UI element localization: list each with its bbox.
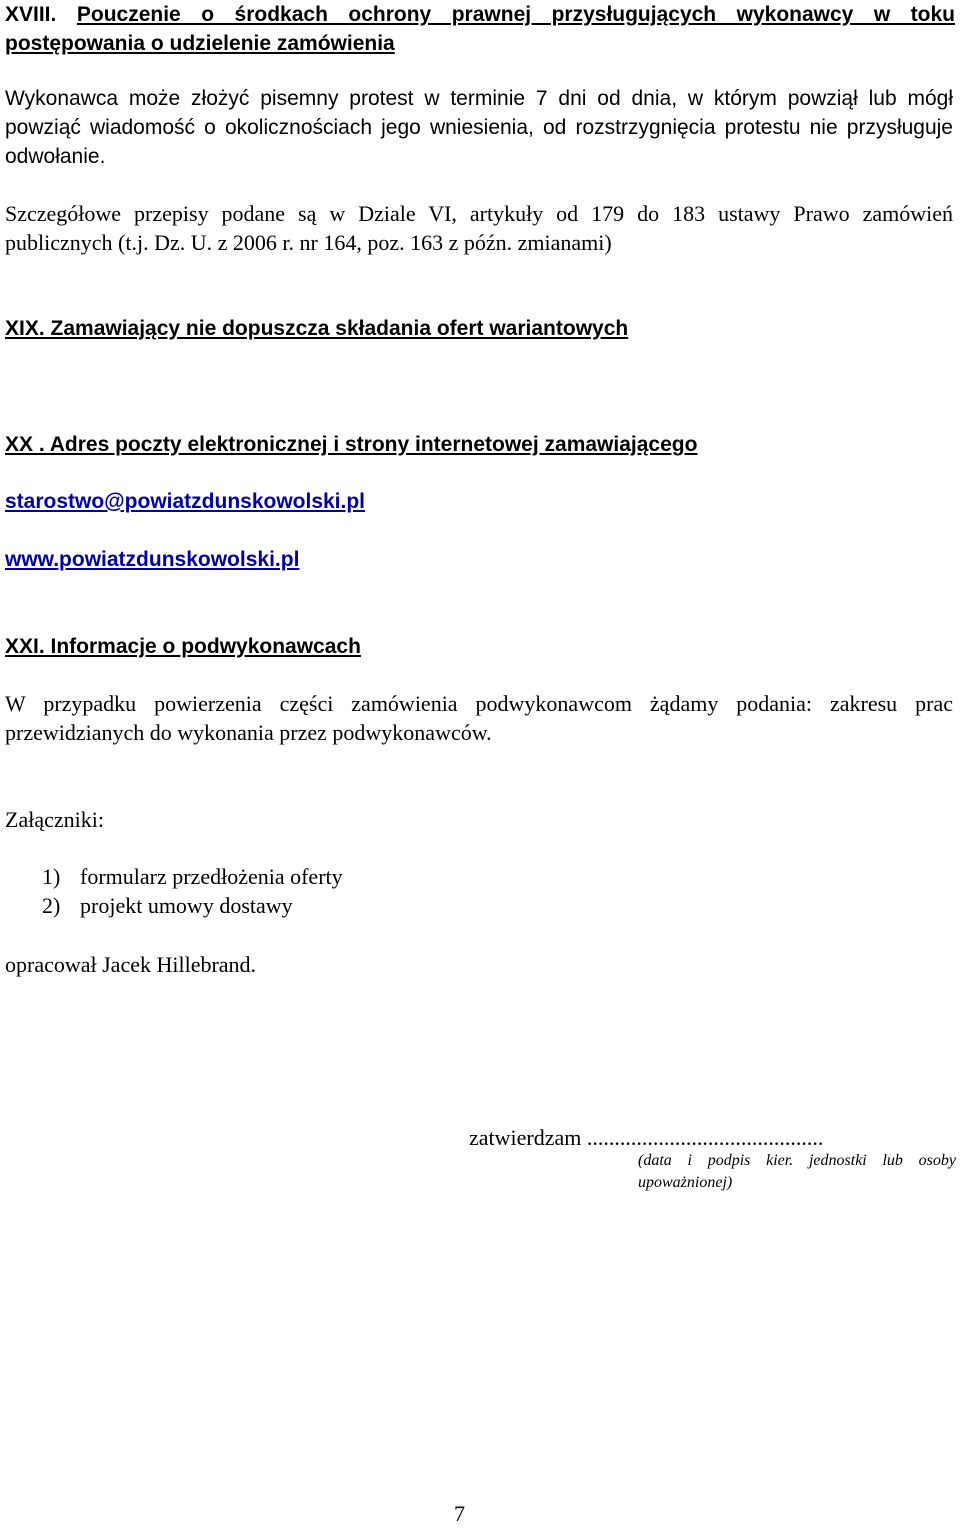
attachments-label: Załączniki: (5, 807, 104, 832)
email-link[interactable]: starostwo@powiatzdunskowolski.pl (5, 490, 366, 513)
section-xviii-paragraph-1: Wykonawca może złożyć pisemny protest w terminie 7 dni od dnia, w którym powziął lub mógł powziąć wiadomość o okolicznościach jego wniesienia, od rozstrzygnięcia protestu nie przysługuje odwołanie. (5, 87, 953, 168)
section-xviii-heading (5, 0, 955, 58)
list-item-number: 2) (42, 893, 61, 918)
approval-note: (data i podpis kier. jednostki lub osoby upoważnionej) (638, 1152, 956, 1191)
section-xx-heading: XX . Adres poczty elektronicznej i strony internetowej zamawiającego (5, 433, 698, 456)
website-link[interactable]: www.powiatzdunskowolski.pl (5, 548, 300, 571)
section-xviii-paragraph-2: Szczegółowe przepisy podane są w Dziale VI, artykuły od 179 do 183 ustawy Prawo zamówień publicznych (t.j. Dz. U. z 2006 r. nr 164, poz. 163 z późn. zmianami) (5, 201, 953, 255)
list-item (42, 891, 343, 920)
section-xxi-heading: XXI. Informacje o podwykonawcach (5, 635, 361, 658)
attachments-list (42, 862, 343, 920)
section-xxi-paragraph: W przypadku powierzenia części zamówienia podwykonawcom żądamy podania: zakresu prac przewidzianych do wykonania przez podwykonawców. (5, 691, 953, 745)
list-item-number: 1) (42, 864, 61, 889)
section-xviii-title: Pouczenie o środkach ochrony prawnej przysługujących wykonawcy w toku postępowania o udzielenie zamówienia (5, 3, 955, 55)
section-xix-heading: XIX. Zamawiający nie dopuszcza składania ofert wariantowych (5, 317, 629, 340)
prepared-by: opracował Jacek Hillebrand. (5, 952, 257, 977)
page-number: 7 (454, 1501, 465, 1526)
list-item-text: projekt umowy dostawy (80, 893, 293, 918)
list-item (42, 862, 343, 891)
approval-label: zatwierdzam ........................................... (469, 1125, 824, 1150)
list-item-text: formularz przedłożenia oferty (80, 864, 343, 889)
section-xviii-number: XVIII. (5, 3, 57, 26)
